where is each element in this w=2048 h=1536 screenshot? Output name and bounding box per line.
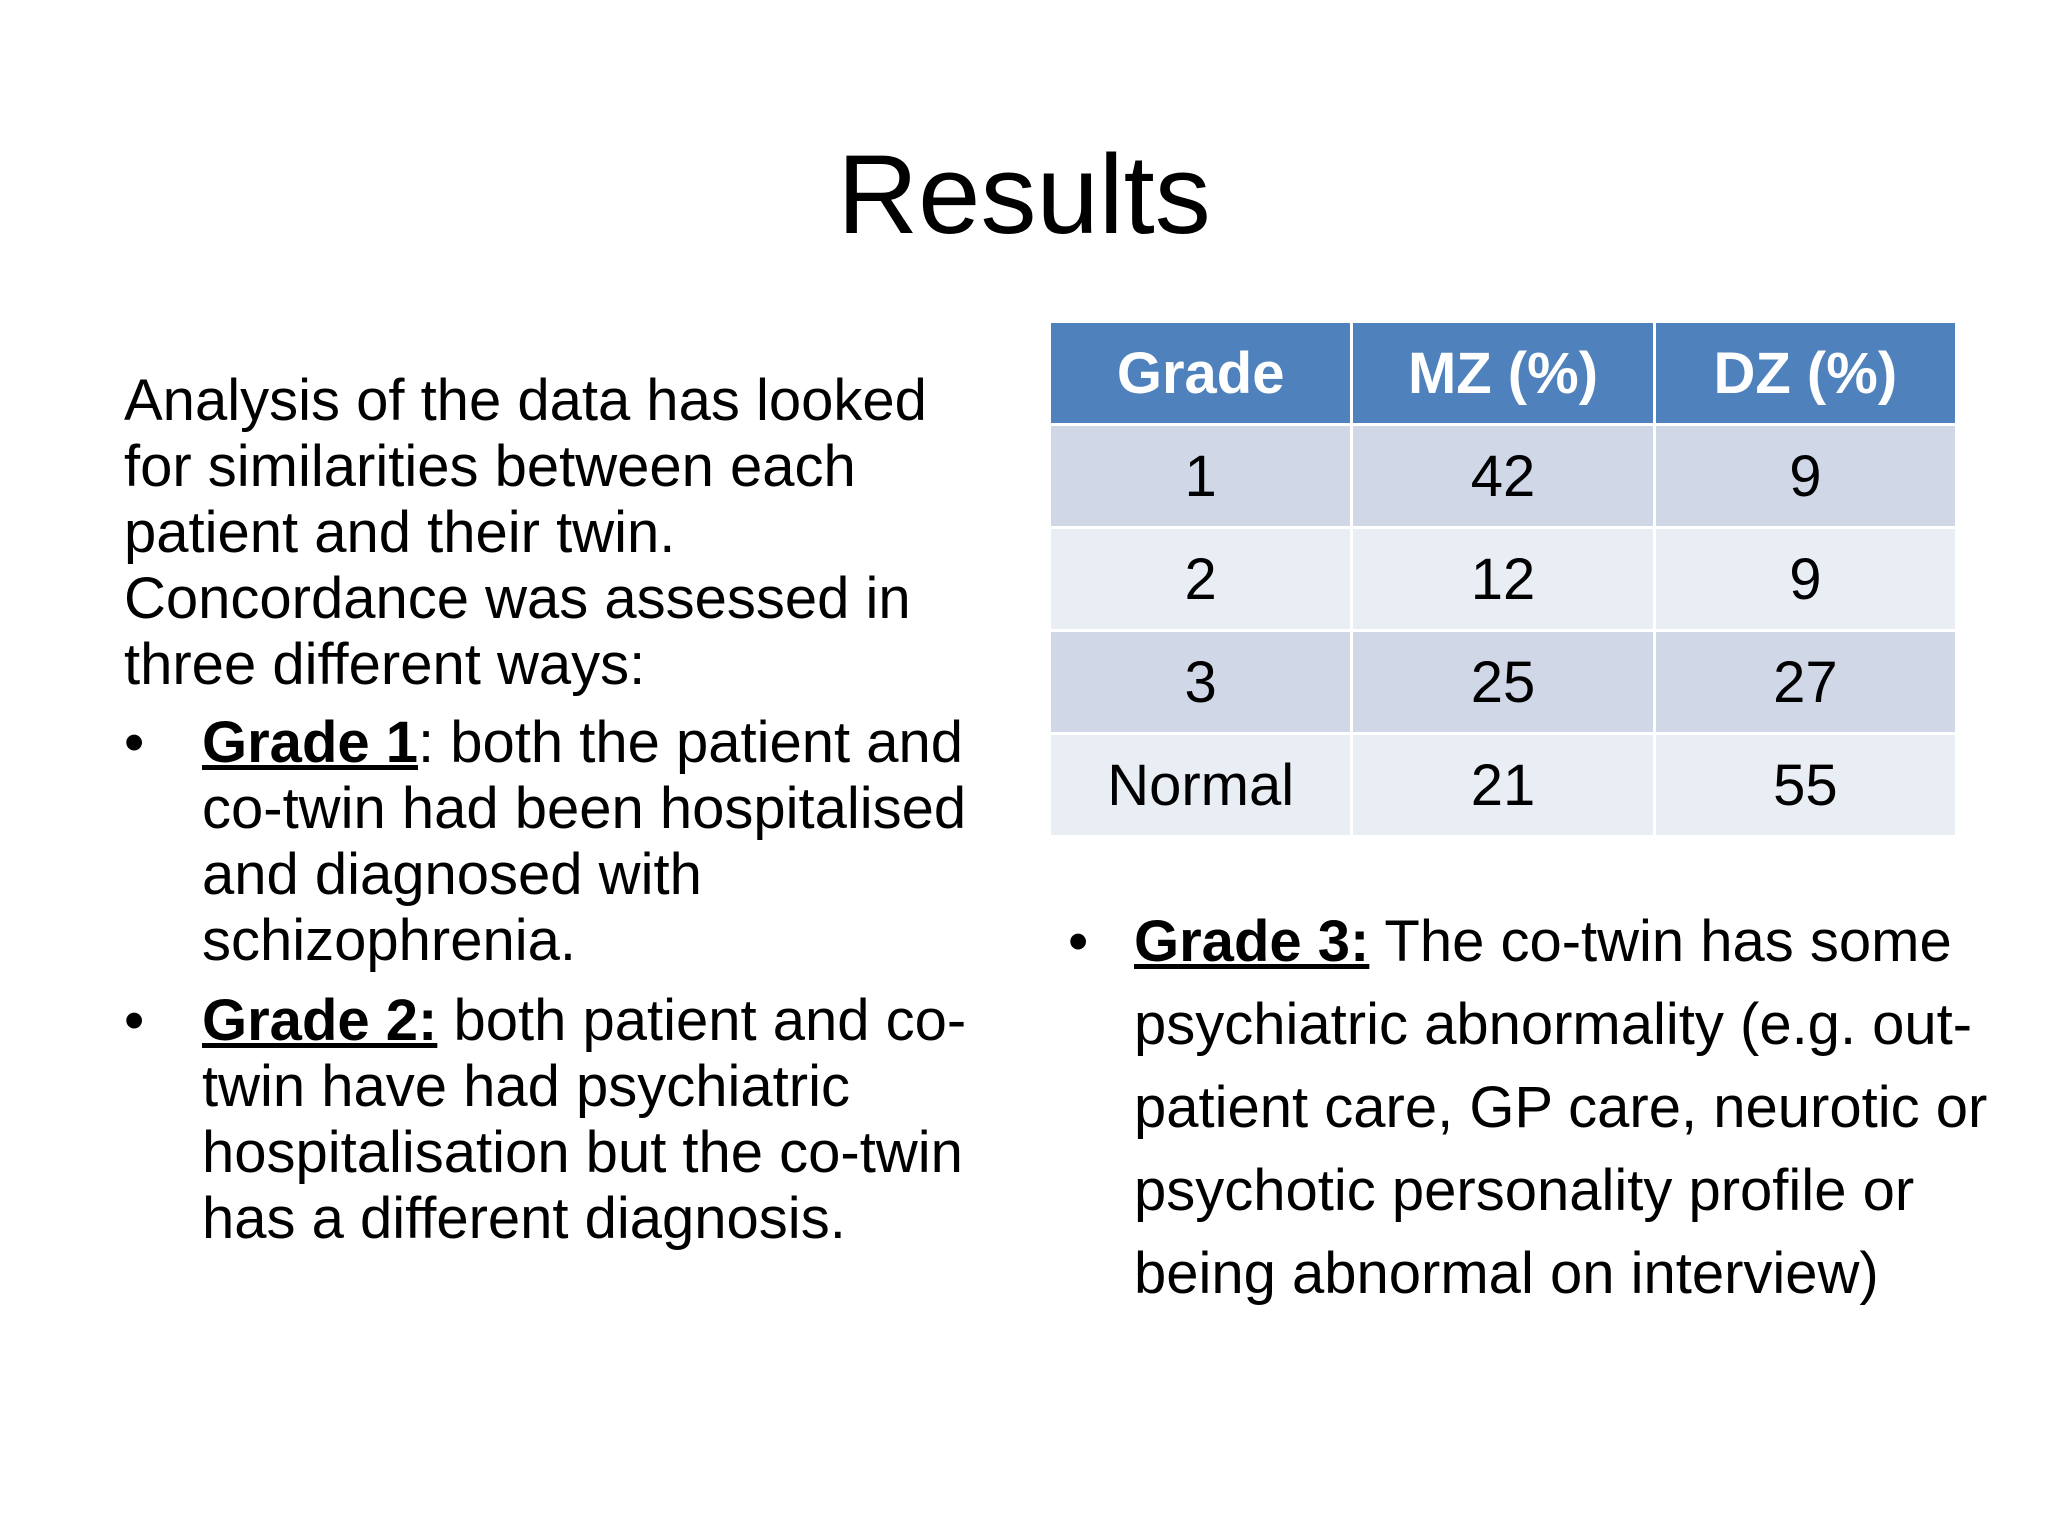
cell-mz: 25 [1352,631,1654,734]
bullet-grade-1 [124,710,1004,974]
table-header-row [1050,322,1957,425]
bullet-marker: • [1068,909,1089,974]
table-row [1050,631,1957,734]
cell-grade: 1 [1050,425,1352,528]
header-dz: DZ (%) [1654,322,1956,425]
cell-mz: 42 [1352,425,1654,528]
right-text-block [1068,900,1988,1329]
grade-2-label: Grade 2: [202,988,438,1053]
grade-1-label: Grade 1 [202,710,418,775]
cell-grade: 2 [1050,528,1352,631]
header-mz: MZ (%) [1352,322,1654,425]
intro-paragraph: Analysis of the data has looked for similarities between each patient and their twin. Concordance was assessed in three different ways: [124,368,927,697]
grade-3-text: The co-twin has some psychiatric abnormality (e.g. out-patient care, GP care, neurotic or psychotic personality profile or being abnormal on interview) [1134,909,1988,1306]
concordance-table [1048,320,1958,838]
header-grade: Grade [1050,322,1352,425]
cell-dz: 9 [1654,528,1956,631]
bullet-grade-2 [124,988,1004,1252]
slide-title: Results [837,132,1211,257]
grade-3-label: Grade 3: [1134,909,1370,974]
cell-grade: 3 [1050,631,1352,734]
table-row [1050,528,1957,631]
bullet-marker: • [124,710,145,775]
grade-2-text: both patient and co-twin have had psychiatric hospitalisation but the co-twin has a different diagnosis. [202,988,967,1251]
cell-grade: Normal [1050,734,1352,837]
bullet-grade-3 [1068,900,1988,1315]
cell-mz: 21 [1352,734,1654,837]
cell-dz: 55 [1654,734,1956,837]
grade-1-text: : both the patient and co-twin had been hospitalised and diagnosed with schizophrenia. [202,710,967,973]
table-row [1050,425,1957,528]
cell-mz: 12 [1352,528,1654,631]
cell-dz: 9 [1654,425,1956,528]
left-text-block [124,368,1004,1266]
table-row [1050,734,1957,837]
bullet-marker: • [124,988,145,1053]
cell-dz: 27 [1654,631,1956,734]
grade-bullet-list [124,710,1004,1252]
